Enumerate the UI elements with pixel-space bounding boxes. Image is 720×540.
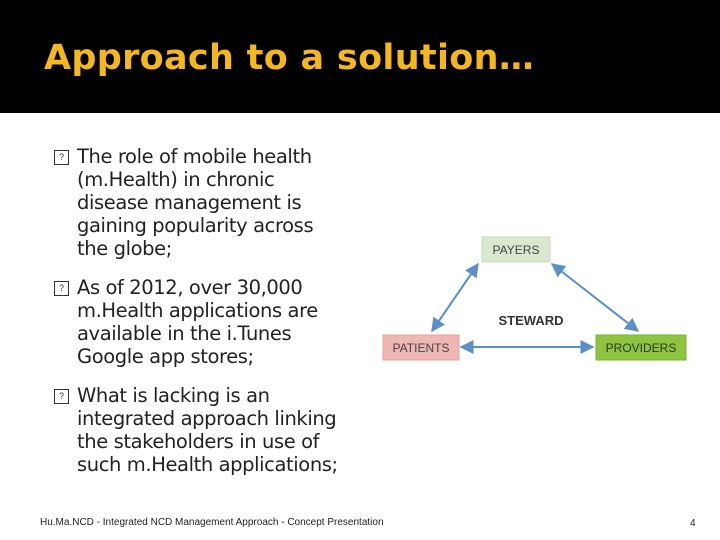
footer-text: Hu.Ma.NCD - Integrated NCD Management Approach - Concept Presentation bbox=[40, 517, 384, 528]
square-bullet-icon: ? bbox=[54, 150, 69, 165]
slide-title: Approach to a solution… bbox=[44, 38, 535, 78]
payers-label: PAYERS bbox=[492, 243, 540, 257]
steward-label: STEWARD bbox=[498, 313, 564, 328]
bullet-item bbox=[54, 384, 344, 476]
bullet-text: As of 2012, over 30,000 m.Health applications are available in the i.Tunes Google app stores; bbox=[77, 276, 318, 368]
arrow-payers-providers bbox=[552, 264, 638, 331]
bullet-item bbox=[54, 276, 344, 368]
page-number: 4 bbox=[690, 518, 696, 529]
stakeholder-diagram bbox=[370, 225, 710, 365]
bullet-text: What is lacking is an integrated approach linking the stakeholders in use of such m.Health applications; bbox=[77, 384, 338, 476]
patients-node bbox=[383, 335, 459, 360]
providers-node bbox=[596, 335, 686, 360]
square-bullet-icon: ? bbox=[54, 389, 69, 404]
bullet-list bbox=[54, 145, 344, 476]
patients-label: PATIENTS bbox=[392, 341, 450, 355]
bullet-text: The role of mobile health (m.Health) in chronic disease management is gaining popularity across the globe; bbox=[77, 145, 314, 260]
providers-label: PROVIDERS bbox=[605, 341, 677, 355]
title-bar bbox=[0, 0, 720, 113]
payers-node bbox=[482, 237, 550, 262]
bullet-item bbox=[54, 145, 344, 260]
square-bullet-icon: ? bbox=[54, 281, 69, 296]
arrow-payers-patients bbox=[432, 264, 478, 331]
